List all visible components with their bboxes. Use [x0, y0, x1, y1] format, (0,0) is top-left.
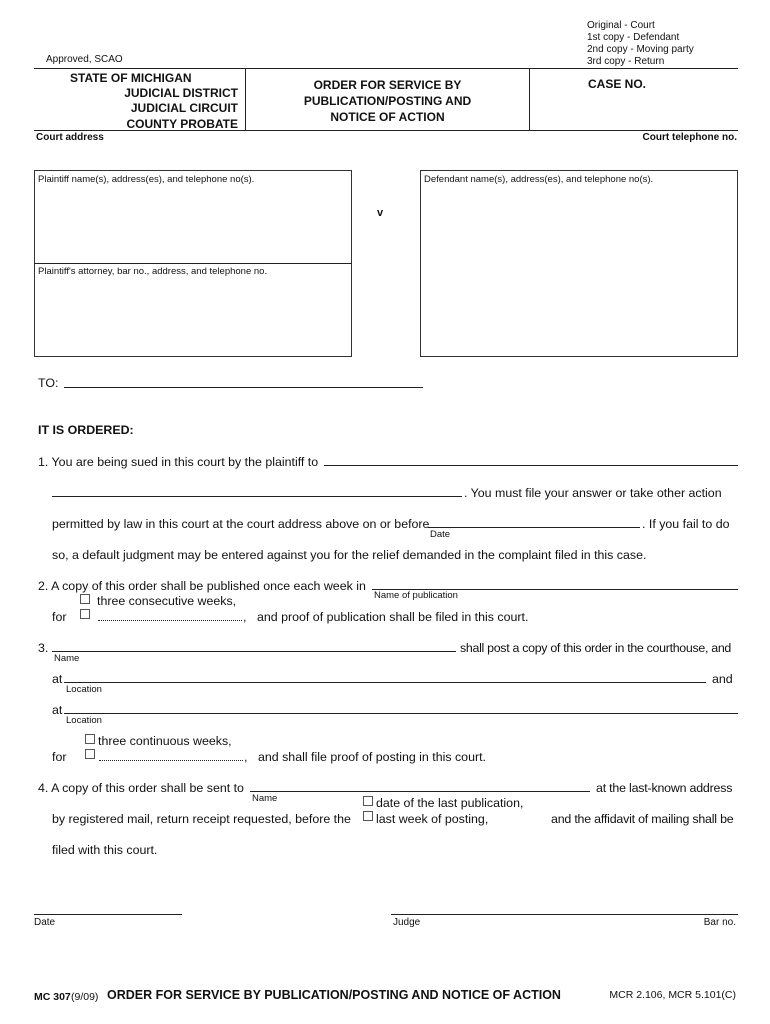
item1-date-field[interactable]	[428, 514, 640, 528]
signature-bar-no-label: Bar no.	[703, 917, 736, 928]
item3-other-weeks-field[interactable]	[99, 747, 243, 761]
form-title-line1: ORDER FOR SERVICE BY	[313, 78, 462, 92]
item2-comma: ,	[243, 610, 247, 624]
copy-return: 3rd copy - Return	[587, 56, 665, 67]
item2-publication-field[interactable]	[372, 576, 738, 590]
signature-judge-label: Judge	[393, 917, 421, 928]
to-field[interactable]	[64, 374, 423, 388]
it-is-ordered-heading: IT IS ORDERED:	[38, 423, 134, 437]
item2-for-label: for	[52, 610, 67, 624]
copy-original: Original - Court	[587, 20, 655, 31]
item4-text-b: by registered mail, return receipt requested, before the	[52, 812, 351, 826]
form-title-line2: PUBLICATION/POSTING AND	[303, 94, 472, 108]
item1-relief-field[interactable]	[324, 452, 738, 466]
item2-three-weeks-checkbox[interactable]	[80, 594, 90, 604]
judicial-district-label: JUDICIAL DISTRICT	[124, 86, 238, 100]
header-top-rule	[34, 68, 738, 69]
item4-text-c: and the affidavit of mailing shall be	[551, 812, 734, 826]
item1-text-d: . If you fail to do	[642, 517, 730, 531]
item3-name-label: Name	[54, 653, 80, 664]
item3-location2-field[interactable]	[64, 700, 738, 714]
item3-for-label: for	[52, 750, 67, 764]
item3-location2-label: Location	[66, 715, 102, 726]
item3-three-weeks-checkbox[interactable]	[85, 734, 95, 744]
item1-text-a: 1. You are being sued in this court by the plaintiff to	[38, 455, 319, 469]
item3-at1-label: at	[52, 672, 63, 686]
header-bottom-rule	[34, 130, 738, 131]
item2-other-weeks-field[interactable]	[98, 607, 242, 621]
attorney-label: Plaintiff's attorney, bar no., address, and telephone no.	[38, 266, 268, 277]
case-no-label: CASE NO.	[588, 77, 647, 91]
judicial-circuit-label: JUDICIAL CIRCUIT	[130, 101, 238, 115]
item1-text-b: . You must file your answer or take other action	[464, 486, 722, 500]
item4-name-label: Name	[252, 793, 278, 804]
versus-label: v	[377, 207, 384, 219]
item2-proof-text: and proof of publication shall be filed in this court.	[257, 610, 529, 624]
plaintiff-label: Plaintiff name(s), address(es), and telephone no(s).	[38, 174, 255, 185]
item3-number: 3.	[38, 641, 49, 655]
state-label: STATE OF MICHIGAN	[70, 71, 192, 85]
court-telephone-label: Court telephone no.	[642, 132, 737, 143]
item2-text-a: 2. A copy of this order shall be published once each week in	[38, 579, 366, 593]
item3-post-text: shall post a copy of this order in the courthouse, and	[460, 641, 732, 655]
item3-three-weeks-label: three continuous weeks,	[98, 734, 232, 748]
item3-location1-label: Location	[66, 684, 102, 695]
item4-name-field[interactable]	[250, 778, 590, 792]
item3-at2-label: at	[52, 703, 63, 717]
footer-court-rules: MCR 2.106, MCR 5.101(C)	[609, 989, 736, 1001]
item1-date-label: Date	[430, 529, 451, 540]
signature-date-line[interactable]	[34, 914, 182, 915]
item3-location1-field[interactable]	[64, 669, 706, 683]
item2-other-checkbox[interactable]	[80, 609, 90, 619]
item3-and-label: and	[712, 672, 733, 686]
approved-label: Approved, SCAO	[46, 54, 123, 65]
item4-last-publication-label: date of the last publication,	[376, 796, 524, 810]
item3-name-field[interactable]	[52, 638, 456, 652]
defendant-label: Defendant name(s), address(es), and telephone no(s).	[424, 174, 654, 185]
copy-defendant: 1st copy - Defendant	[587, 32, 680, 43]
header-divider-2	[529, 68, 530, 130]
item4-last-posting-checkbox[interactable]	[363, 811, 373, 821]
item4-text-d: filed with this court.	[52, 843, 158, 857]
copy-moving-party: 2nd copy - Moving party	[587, 44, 694, 55]
item4-last-known-text: at the last-known address	[596, 781, 733, 795]
item4-last-publication-checkbox[interactable]	[363, 796, 373, 806]
item4-text-a: 4. A copy of this order shall be sent to	[38, 781, 244, 795]
item4-last-posting-label: last week of posting,	[376, 812, 489, 826]
signature-date-label: Date	[34, 917, 56, 928]
plaintiff-attorney-divider	[34, 263, 352, 264]
item1-relief-field-2[interactable]	[52, 483, 462, 497]
court-address-label: Court address	[36, 132, 104, 143]
item2-three-weeks-label: three consecutive weeks,	[97, 594, 237, 608]
form-title-line3: NOTICE OF ACTION	[330, 110, 445, 124]
to-label: TO:	[38, 376, 59, 390]
item1-text-c: permitted by law in this court at the court address above on or before	[52, 517, 430, 531]
item3-other-checkbox[interactable]	[85, 749, 95, 759]
item3-proof-text: and shall file proof of posting in this court.	[258, 750, 486, 764]
item2-publication-label: Name of publication	[374, 590, 458, 601]
footer-revision: (9/09)	[71, 991, 99, 1003]
signature-judge-line[interactable]	[391, 914, 738, 915]
item1-text-e: so, a default judgment may be entered against you for the relief demanded in the complaint filed in this case.	[52, 548, 647, 562]
footer-title: ORDER FOR SERVICE BY PUBLICATION/POSTING AND NOTICE OF ACTION	[107, 988, 561, 1002]
footer-form-number: MC 307	[34, 991, 71, 1003]
defendant-box[interactable]	[420, 170, 738, 357]
item3-comma: ,	[244, 750, 248, 764]
county-probate-label: COUNTY PROBATE	[126, 117, 238, 131]
